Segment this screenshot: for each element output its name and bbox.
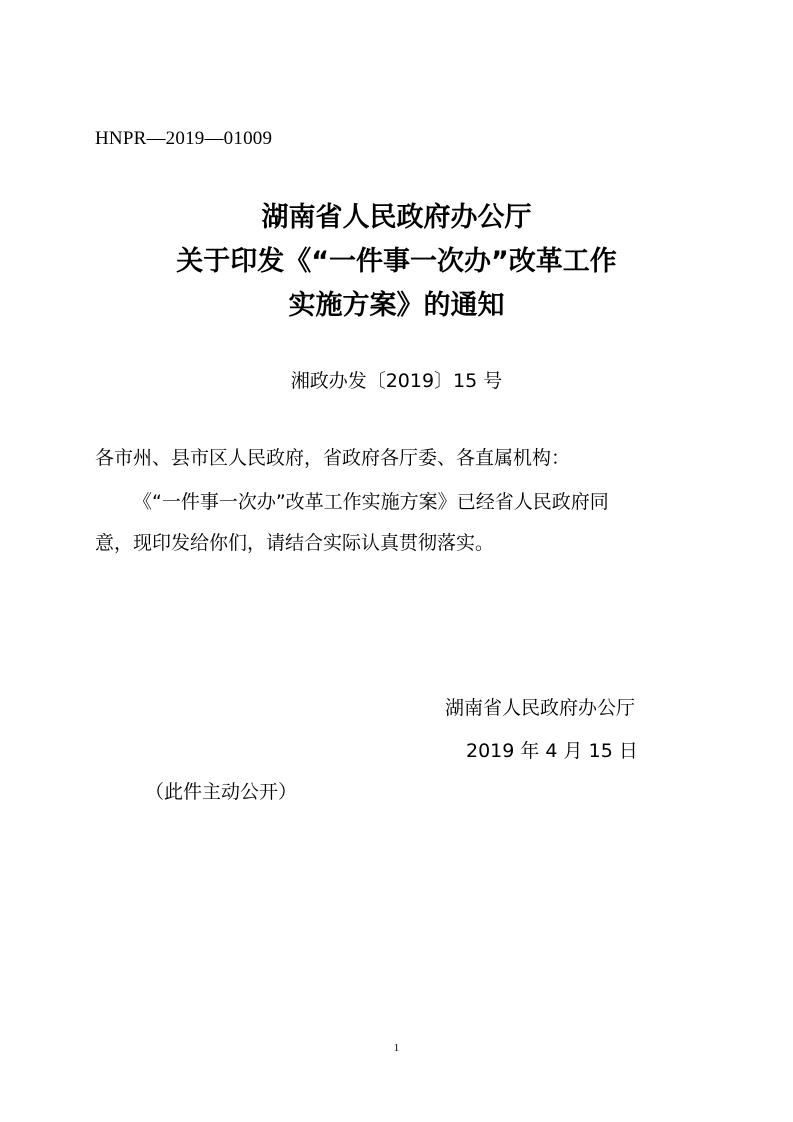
page-number: 1	[393, 1042, 400, 1054]
disclosure-note: （此件主动公开）	[145, 781, 298, 803]
body-line-1: 《“一件事一次办”改革工作实施方案》已经省人民政府同	[133, 491, 609, 513]
title-line-3: 实施方案》的通知	[288, 290, 505, 321]
addressee: 各市州、县市区人民政府，省政府各厅委、各直属机构：	[95, 447, 571, 469]
body-paragraph	[95, 482, 705, 564]
title-line-2: 关于印发《“一件事一次办”改革工作	[176, 246, 617, 277]
document-code: HNPR—2019—01009	[95, 128, 273, 149]
body-line-2: 意，现印发给你们，请结合实际认真贯彻落实。	[95, 532, 495, 554]
document-number: 湘政办发〔2019〕15 号	[290, 370, 503, 392]
sign-date: 2019 年 4 月 15 日	[466, 740, 638, 762]
title-line-1: 湖南省人民政府办公厅	[261, 202, 532, 233]
signer: 湖南省人民政府办公厅	[445, 697, 636, 719]
document-title	[0, 196, 793, 328]
